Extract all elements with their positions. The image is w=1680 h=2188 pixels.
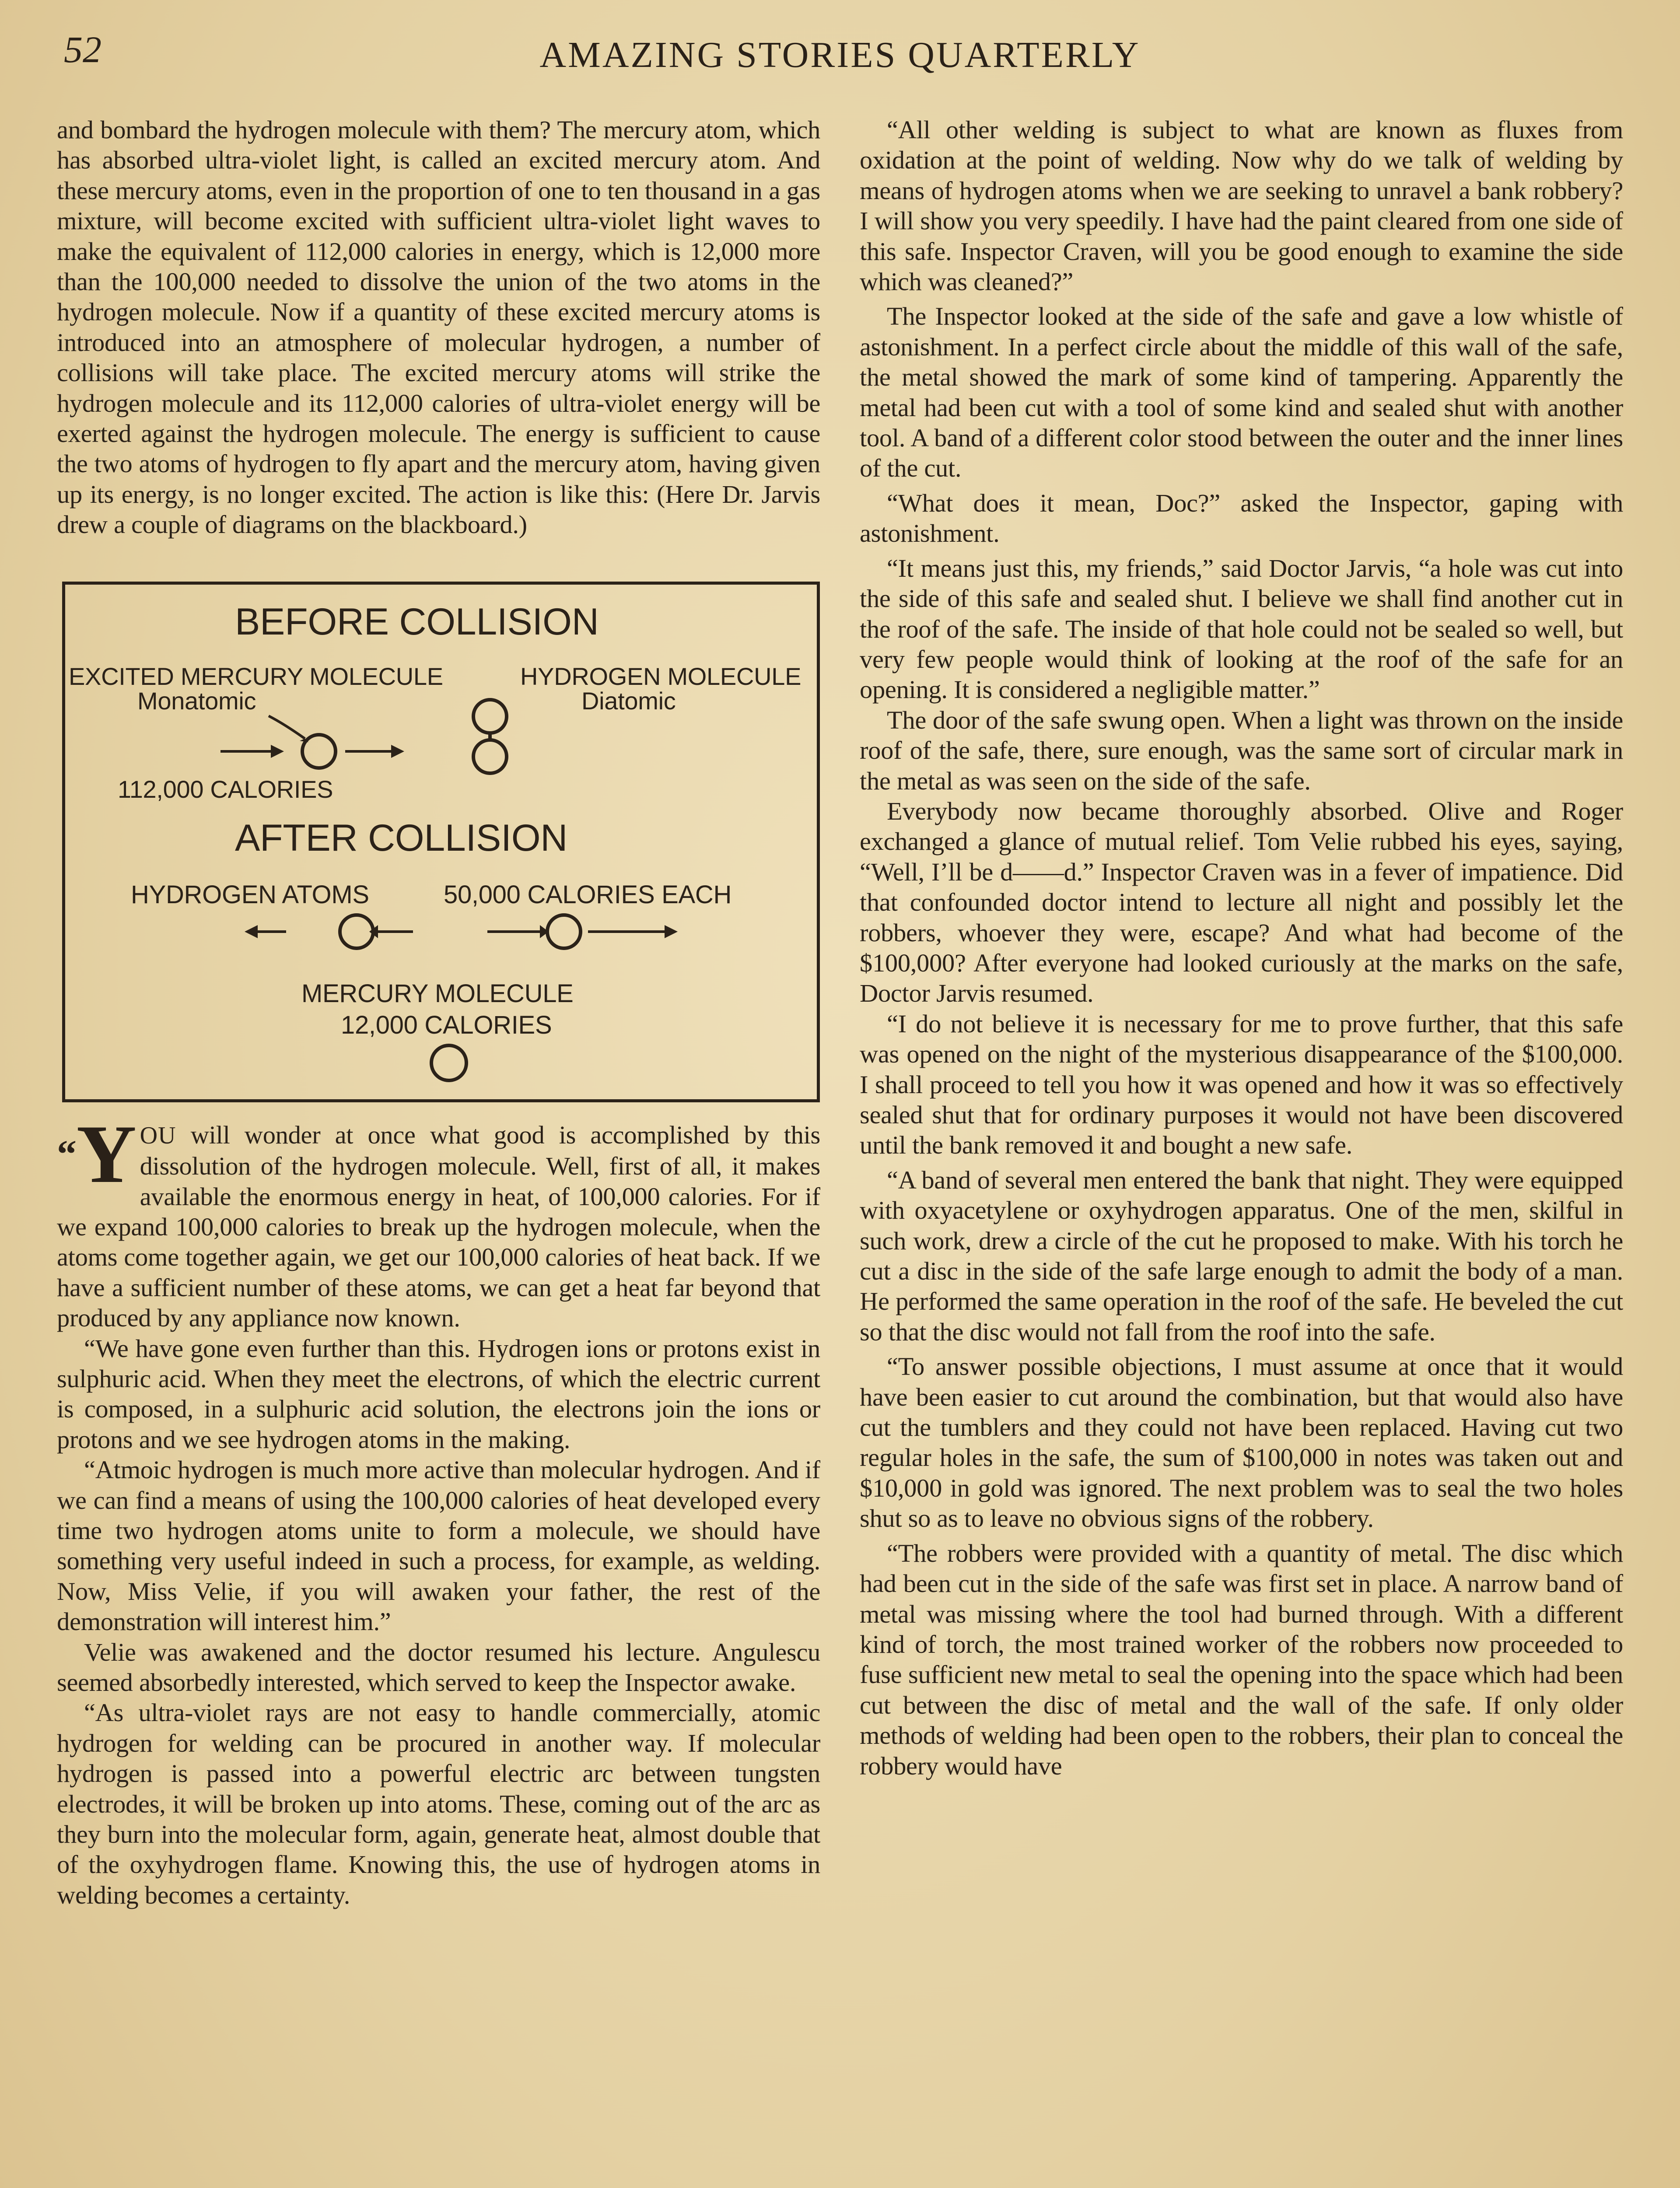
right-paragraph-4: “It means just this, my friends,” said Doctor Jarvis, “a hole was cut into the side of this safe and sealed shut. I believe we shall find another cut in the roof of the safe. The inside of that hole could not be sealed so well, but very few people would think of looking at the roof of the safe for an opening. It is considered a negligible matter.” [860, 554, 1623, 704]
left-paragraph-2: “Y OU will wonder at once what good is accomplished by this dissolution of the hydrogen molecule. Well, first of all, it makes available the enormous energy in heat, of 100,000 calories. For if we expand 100,000 calories to break up the hydrogen molecule, when the atoms come together again, we get our 100,000 calories of heat back. If we have a sufficient number of these atoms, we can get a heat far beyond that produced by any appliance now known. [57, 1108, 820, 1332]
left-paragraph-5: Velie was awakened and the doctor resumed his lecture. Angulescu seemed absorbedly interested, which served to keep the Inspector awake. [57, 1637, 820, 1697]
hydrogen-molecule-label: HYDROGEN MOLECULE [520, 662, 802, 690]
right-paragraph-8: “A band of several men entered the bank that night. They were equipped with oxyacetylene or oxyhydrogen apparatus. One of the men, skilful in such work, drew a circle of the cut he proposed to make. With his torch he cut a disc in the side of the safe large enough to admit the body of a man. He performed the same operation in the roof of the safe. He beveled the cut so that the disc would not fall from the roof into the safe. [860, 1165, 1623, 1346]
right-paragraph-6: Everybody now became thoroughly absorbed. Olive and Roger exchanged a glance of mutual relief. Tom Velie rubbed his eyes, saying, “Well, I’ll be d——d.” Inspector Craven was in a fever of impatience. Did that confounded doctor intend to lecture all night and possibly let the robbers, whoever they were, escape? And what had become of the $100,000? After everyone had looked curiously at the marks on the safe, Doctor Jarvis resumed. [860, 796, 1623, 1008]
excited-mercury-atom [302, 735, 336, 768]
running-head: AMAZING STORIES QUARTERLY [539, 35, 1141, 75]
left-paragraph-1: and bombard the hydrogen molecule with them? The mercury atom, which has absorbed ultra-violet light, is called an excited mercury atom. And these mercury atoms, even in the proportion of one to ten thousand in a gas mixture, will become excited with sufficient ultra-violet light waves to make the equivalent of 112,000 calories in energy, which is 12,000 more than the 100,000 needed to dissolve the union of the two atoms in the hydrogen molecule. Now if a quantity of these excited mercury atoms is introduced into an atmosphere of molecular hydrogen, a number of collisions will take place. The excited mercury atoms will strike the hydrogen molecule and its 112,000 calories of ultra-violet energy will be exerted against the hydrogen molecule. The energy is sufficient to cause the two atoms of hydrogen to fly apart and the mercury atom, having given up its energy, is no longer excited. The action is like this: (Here Dr. Jarvis drew a couple of diagrams on the blackboard.) [57, 116, 820, 539]
before-collision-title: BEFORE COLLISION [235, 600, 599, 643]
hydrogen-atom-right [547, 915, 581, 948]
calories-each-label: 50,000 CALORIES EACH [444, 880, 732, 909]
right-paragraph-1: “All other welding is subject to what are known as fluxes from oxidation at the point of welding. Now why do we talk of welding by means of hydrogen atoms when we are seeking to unravel a bank robbery? I will show you very speedily. I have had the paint cleared from one side of this safe. Inspector Craven, will you be good enough to examine the side which was cleaned?” [860, 116, 1623, 296]
right-paragraph-9: “To answer possible objections, I must assume at once that it would have been easier to cut around the combination, but that would also have cut the tumblers and they could not have been replaced. Having cut two regular holes in the safe, the sum of $100,000 in notes was taken out and $10,000 in gold was ignored. The next problem was to seal the two holes shut so as to leave no obvious signs of the robbery. [860, 1352, 1623, 1533]
diatomic-label: Diatomic [581, 687, 676, 715]
excited-mercury-label: EXCITED MERCURY MOLECULE [69, 662, 443, 690]
right-paragraph-2: The Inspector looked at the side of the safe and gave a low whistle of astonishment. In a perfect circle about the middle of this wall of the safe, the metal showed the mark of some kind of tampering. Apparently the metal had been cut with a tool of some kind and sealed shut with another tool. A band of a different color stood between the outer and the inner lines of the cut. [860, 302, 1623, 483]
left-column [57, 115, 820, 2188]
right-paragraph-3: “What does it mean, Doc?” asked the Inspector, gaping with astonishment. [860, 488, 1623, 548]
hydrogen-atom-bottom [473, 740, 507, 773]
calories-after-label: 12,000 CALORIES [341, 1010, 552, 1039]
right-paragraph-5: The door of the safe swung open. When a light was thrown on the inside roof of the safe, there, sure enough, was the same sort of circular mark in the metal as was seen on the side of the safe. [860, 705, 1623, 795]
right-column [860, 115, 1623, 2188]
hydrogen-atoms-label: HYDROGEN ATOMS [131, 880, 369, 909]
right-paragraph-7: “I do not believe it is necessary for me to prove further, that this safe was opened on the night of the mysterious disappearance of the $100,000. I shall proceed to tell you how it was opened and how it was so effectively sealed shut that for ordinary purposes it would not have been discovered until the bank removed it and bought a new safe. [860, 1009, 1623, 1160]
page-number: 52 [64, 28, 102, 70]
mercury-molecule-label: MERCURY MOLECULE [301, 979, 574, 1008]
calories-before-label: 112,000 CALORIES [118, 775, 333, 803]
after-collision-title: AFTER COLLISION [235, 817, 568, 859]
monatomic-label: Monatomic [137, 687, 256, 715]
left-paragraph-3: “We have gone even further than this. Hydrogen ions or protons exist in sulphuric acid. When they meet the electrons, of which the electric current is composed, in a sulphuric acid solution, the electrons join the ions or protons and we see hydrogen atoms in the making. [57, 1334, 820, 1454]
left-paragraph-6: “As ultra-violet rays are not easy to handle commercially, atomic hydrogen for welding can be procured in another way. If molecular hydrogen is passed into a powerful electric arc between tungsten electrodes, it will be broken up into atoms. These, coming out of the arc as they burn into the molecular form, again, generate heat, almost double that of the oxyhydrogen flame. Knowing this, the use of hydrogen atoms in welding becomes a certainty. [57, 1698, 820, 1909]
mercury-molecule-atom [431, 1045, 466, 1080]
drop-cap: “Y [57, 1108, 136, 1200]
hydrogen-atom-top [473, 700, 507, 733]
left-paragraph-4: “Atmoic hydrogen is much more active than molecular hydrogen. And if we can find a means of using the 100,000 calories of heat developed every time two hydrogen atoms unite to form a molecule, we should have something very useful indeed in such a process, for example, as welding. Now, Miss Velie, if you will awaken your father, the rest of the demonstration will interest him.” [57, 1455, 820, 1636]
right-paragraph-10: “The robbers were provided with a quantity of metal. The disc which had been cut in the side of the safe was first set in place. A narrow band of metal was missing where the tool had burned through. With a different kind of torch, the most trained worker of the robbers now proceeded to fuse sufficient new metal to seal the opening into the space which had been cut between the disc of metal and the wall of the safe. If only older methods of welding had been open to the robbers, their plan to conceal the robbery would have [860, 1539, 1623, 1780]
hydrogen-atom-left [340, 915, 373, 948]
collision-diagram [62, 582, 820, 1102]
